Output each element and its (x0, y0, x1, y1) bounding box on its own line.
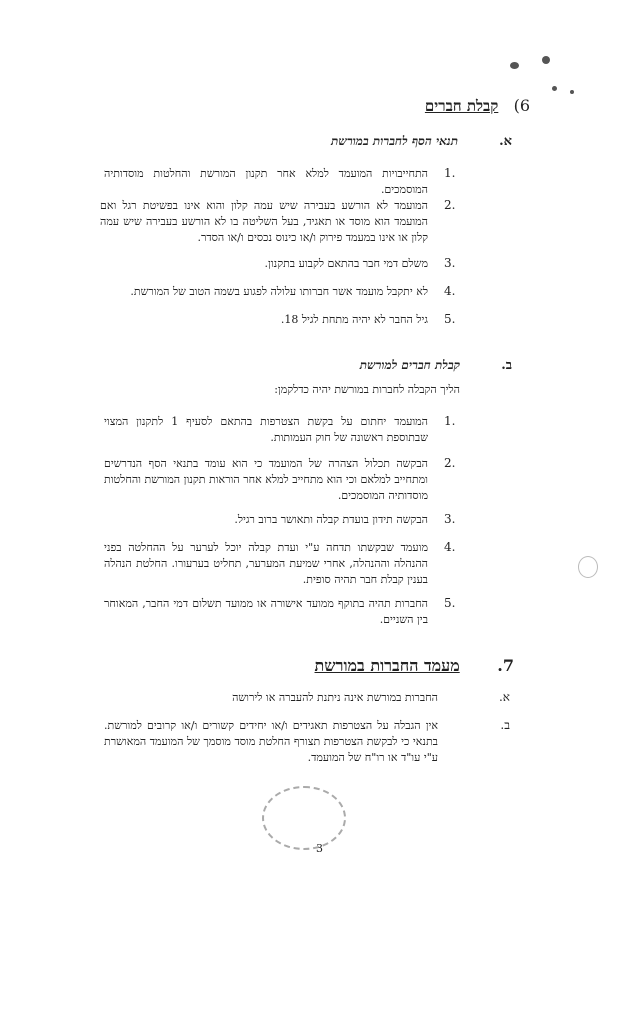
section-6-title: קבלת חברים (424, 97, 499, 115)
sub-b-item-number: 4. (444, 540, 456, 554)
sub-a-letter: א. (499, 134, 512, 149)
sub-a-heading (331, 130, 512, 149)
sub-b-heading (360, 354, 512, 373)
official-stamp (262, 786, 346, 850)
sub-b-item-text: המועמד יחתום על בקשת הצטרפות בהתאם לסעיף 1 לתקנון המצוי שבתוספת ראשונה של חוק העמותות. (104, 415, 428, 444)
sub-a-item-number: 1. (444, 166, 456, 180)
section-7-item-text: אין הגבלה על הצטרפות תאגידים ו/או יחידים קשורים ו/או קרובים למורשת. בתנאי כי לבקשת הצטרפות תצורף החלטת מוסד מוסמך של המועמד המאושרת ע"י עו"ד או רו"ח של המועמד. (104, 719, 438, 764)
sub-b-item-text: הבקשה תידון בועדת קבלה ותאושר ברוב רגיל. (234, 513, 428, 526)
sub-a-item-number: 2. (444, 198, 456, 212)
scan-speck (570, 90, 574, 94)
sub-a-item-text: התחייבויות המועמד למלא אחר תקנון המורשת והחלטות מוסדותיה המוסמכים. (104, 167, 428, 196)
section-7-title: מעמד החברות במורשת (314, 656, 460, 675)
sub-b-item-number: 1. (444, 414, 456, 428)
sub-b-item-number: 5. (444, 596, 456, 610)
section-7-item-text: החברות במורשת אינה ניתנת להעברה או לירושה (232, 691, 438, 704)
section-6-number: 6) (513, 96, 530, 115)
scan-speck (542, 56, 550, 64)
sub-b-item-text: הבקשה תכלול הצהרה של המועמד כי הוא עומד בתנאי הסף הנדרשים ומתחייב למלאם וכי הוא מתחייב למלא אחר הוראות תקנון המורשת והחלטות מוסדותיה המוסמכים. (104, 457, 428, 502)
sub-b-item-text: החברות תהיה בתוקף ממועד אישורה או ממועד תשלום דמי החבר, המאוחר בין השניים. (104, 597, 428, 626)
page-number: 3 (316, 842, 323, 855)
sub-a-item-text: משלם דמי חבר בהתאם לקבוע בתקנון. (264, 257, 428, 270)
section-7-item-letter: ב. (500, 718, 510, 732)
sub-a-item-text: המועמד לא הורשע בעבירה שיש עמה קלון והוא אינו בפשיטת רגל ואם המועמד הוא מוסד או תאגיד, בעל השליטה בו לא הורשע בעבירה שיש עמה קלון או אינו במעמד פירוק ו/או כינוס נכסים ו/או הסדר. (100, 199, 428, 244)
scan-speck (510, 62, 519, 69)
section-7-number: 7. (497, 656, 514, 675)
sub-b-item-number: 3. (444, 512, 456, 526)
sub-a-item-number: 3. (444, 256, 456, 270)
sub-a-item-text: גיל החבר לא יהיה מתחת לגיל 18. (280, 313, 428, 326)
sub-a-item-text: לא יתקבל מועמד אשר חברותו עלולה לפגוע בשמה הטוב של המורשת. (130, 285, 428, 298)
sub-a-item-number: 4. (444, 284, 456, 298)
scan-speck (552, 86, 557, 91)
sub-b-item-text: מועמד שבקשתו תדחה ע"י ועדת קבלה יוכל לערער על ההחלטה בפני ההנהלה וההנהלה, אחרי שמיעת המערער, תחליט בערעורו. החלטת הנהלה בענין קבלת חבר תהיה סופית. (104, 541, 428, 586)
sub-b-item-number: 2. (444, 456, 456, 470)
sub-b-letter: ב. (501, 358, 512, 373)
sub-b-title: קבלת חברים למורשת (359, 358, 461, 372)
hole-punch-mark (578, 556, 598, 578)
sub-a-title: תנאי הסף לחברות במורשת (331, 134, 459, 148)
sub-b-intro: הליך הקבלה לחברות במורשת יהיה כדלקמן: (274, 383, 460, 396)
section-6-heading (425, 96, 530, 116)
sub-a-item-number: 5. (444, 312, 456, 326)
section-7-item-letter: א. (498, 690, 510, 704)
section-7-heading (315, 656, 514, 676)
